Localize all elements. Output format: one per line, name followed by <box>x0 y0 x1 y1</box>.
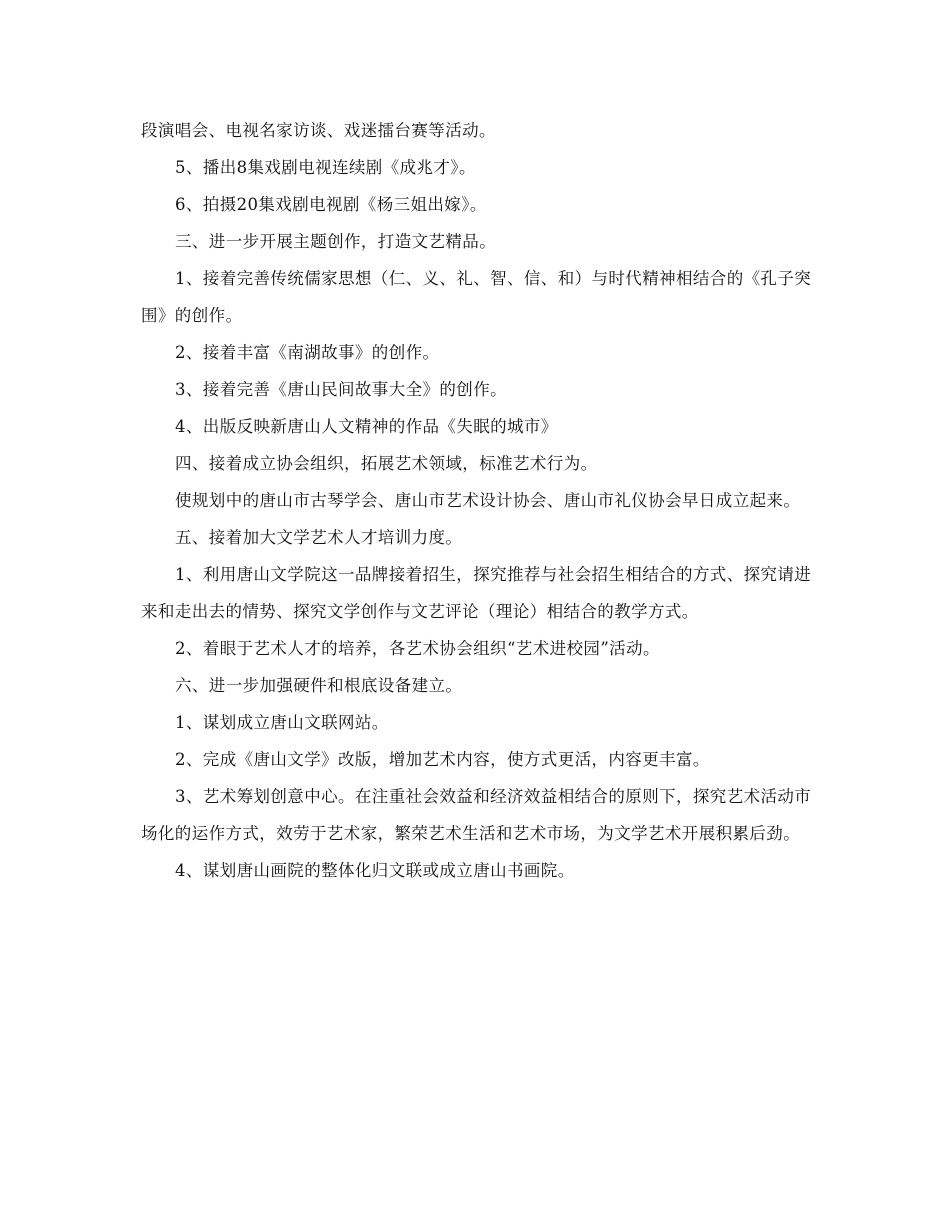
paragraph: 4、出版反映新唐山人文精神的作品《失眠的城市》 <box>175 417 558 436</box>
paragraph: 2、接着丰富《南湖故事》的创作。 <box>175 343 440 362</box>
section-heading: 五、接着加大文学艺术人才培训力度。 <box>175 528 463 547</box>
paragraph: 1、利用唐山文学院这一品牌接着招生，探究推荐与社会招生相结合的方式、探究请进来和走出去的情势、探究文学创作与文艺评论（理论）相结合的教学方式。 <box>141 565 812 621</box>
paragraph: 1、接着完善传统儒家思想（仁、义、礼、智、信、和）与时代精神相结合的《孔子突围》的创作。 <box>141 269 812 325</box>
paragraph: 2、完成《唐山文学》改版，增加艺术内容，使方式更活，内容更丰富。 <box>175 750 710 769</box>
paragraph: 使规划中的唐山市古琴学会、唐山市艺术设计协会、唐山市礼仪协会早日成立起来。 <box>175 491 801 510</box>
paragraph: 6、拍摄20集戏剧电视剧《杨三姐出嫁》。 <box>175 195 487 214</box>
paragraph: 1、谋划成立唐山文联网站。 <box>175 713 389 732</box>
paragraph: 5、播出8集戏剧电视连续剧《成兆才》。 <box>175 158 476 177</box>
section-heading: 六、进一步加强硬件和根底设备建立。 <box>175 676 463 695</box>
section-heading: 四、接着成立协会组织，拓展艺术领域，标准艺术行为。 <box>175 454 598 473</box>
paragraph: 2、着眼于艺术人才的培养，各艺术协会组织“艺术进校园”活动。 <box>175 639 660 658</box>
paragraph: 4、谋划唐山画院的整体化归文联或成立唐山书画院。 <box>175 861 575 880</box>
paragraph: 段演唱会、电视名家访谈、戏迷擂台赛等活动。 <box>141 121 496 140</box>
document-body <box>141 112 816 889</box>
paragraph: 3、接着完善《唐山民间故事大全》的创作。 <box>175 380 507 399</box>
paragraph: 3、艺术筹划创意中心。在注重社会效益和经济效益相结合的原则下，探究艺术活动市场化的运作方式，效劳于艺术家，繁荣艺术生活和艺术市场，为文学艺术开展积累后劲。 <box>141 787 812 843</box>
section-heading: 三、进一步开展主题创作，打造文艺精品。 <box>175 232 497 251</box>
